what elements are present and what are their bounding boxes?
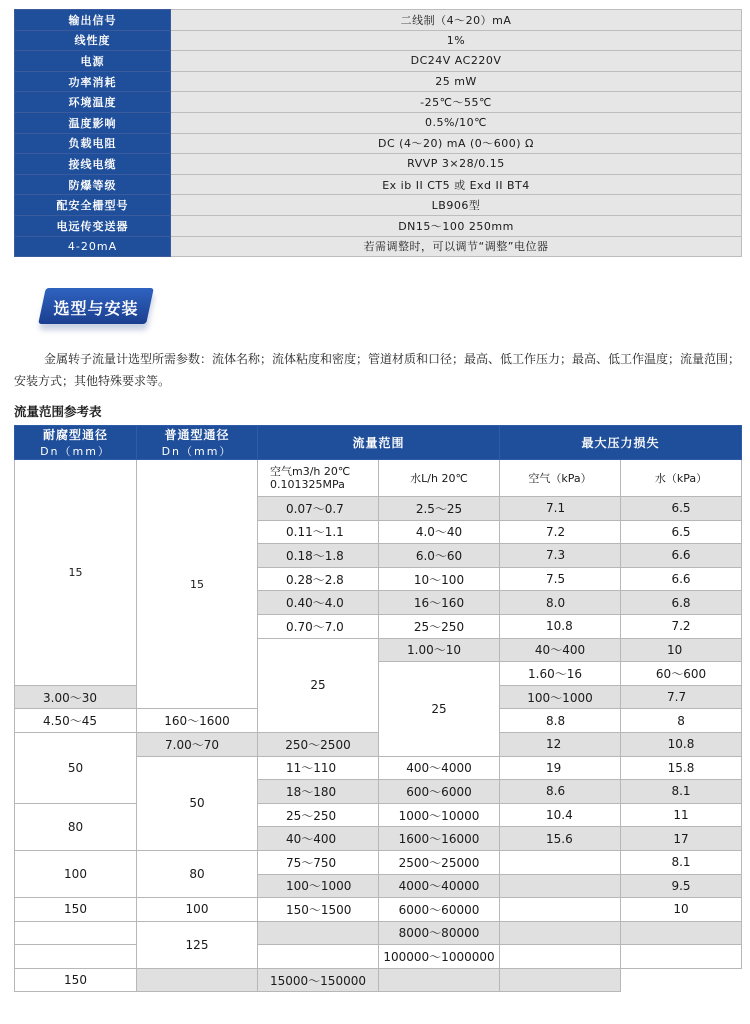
flow-row: [15, 898, 742, 922]
normal-dn-cell: 80: [137, 850, 258, 897]
header-corrosion-dn: [15, 426, 137, 460]
spec-label: 电源: [15, 51, 171, 72]
air-loss-cell: 7.7: [621, 685, 742, 709]
spec-value: 1%: [171, 30, 742, 51]
spec-label: 温度影响: [15, 112, 171, 133]
water-flow-cell: 4000～40000: [379, 874, 500, 898]
water-loss-cell: 7.2: [621, 614, 742, 638]
water-flow-cell: 250～2500: [258, 732, 379, 756]
air-flow-cell: 0.07～0.7: [258, 497, 379, 521]
water-loss-cell: [621, 945, 742, 969]
water-loss-cell: 11: [621, 803, 742, 827]
air-loss-cell: [500, 874, 621, 898]
spec-row: [15, 215, 742, 236]
air-loss-cell: 7.5: [500, 567, 621, 591]
spec-row: [15, 154, 742, 175]
air-flow-cell: 11～110: [258, 756, 379, 780]
air-flow-cell: 25～250: [258, 803, 379, 827]
spec-label: 4-20mA: [15, 236, 171, 257]
air-flow-cell: [258, 945, 379, 969]
air-loss-cell: 12: [500, 732, 621, 756]
water-flow-cell: 1600～16000: [379, 827, 500, 851]
subheader-water-loss: 水（kPa）: [621, 460, 742, 497]
spec-label: 电远传变送器: [15, 215, 171, 236]
air-loss-cell: 10: [621, 638, 742, 662]
water-flow-cell: 400～4000: [379, 756, 500, 780]
water-loss-cell: 6.6: [621, 567, 742, 591]
header-normal-label: 普通型通径: [164, 428, 230, 442]
header-corrosion-unit: Dn（mm）: [40, 445, 111, 458]
corrosion-dn-cell: [15, 945, 137, 969]
intro-paragraph: 金属转子流量计选型所需参数：流体名称；流体粘度和密度；管道材质和口径；最高、低工作压力；最高、低工作温度；流量范围；安装方式；其他特殊要求等。: [14, 352, 741, 388]
air-loss-cell: [500, 898, 621, 922]
water-flow-cell: 6.0～60: [379, 544, 500, 568]
water-loss-cell: 10: [621, 898, 742, 922]
flow-row: [15, 921, 742, 945]
spec-row: [15, 195, 742, 216]
water-loss-cell: 9.5: [621, 874, 742, 898]
air-loss-cell: 10.4: [500, 803, 621, 827]
corrosion-dn-cell: 80: [15, 803, 137, 850]
air-loss-cell: [500, 850, 621, 874]
spec-row: [15, 236, 742, 257]
spec-label: 环境温度: [15, 92, 171, 113]
air-loss-cell: 15.6: [500, 827, 621, 851]
air-flow-cell: 0.28～2.8: [258, 567, 379, 591]
water-loss-cell: 8.1: [621, 850, 742, 874]
subheader-air-loss: 空气（kPa）: [500, 460, 621, 497]
normal-dn-cell: 125: [137, 921, 258, 968]
normal-dn-cell: 15: [137, 460, 258, 709]
water-loss-cell: 6.8: [621, 591, 742, 615]
corrosion-dn-cell: 25: [258, 638, 379, 732]
water-flow-cell: 15000～150000: [258, 968, 379, 992]
flow-row: [15, 968, 742, 992]
water-loss-cell: 6.6: [621, 544, 742, 568]
subheader-air-flow: 空气m3/h 20℃ 0.101325MPa: [258, 460, 379, 497]
air-loss-cell: 10.8: [500, 614, 621, 638]
air-loss-cell: 7.2: [500, 520, 621, 544]
flow-table-title: 流量范围参考表: [14, 404, 102, 419]
header-pressure-loss: 最大压力损失: [500, 426, 742, 460]
water-flow-cell: 1000～10000: [379, 803, 500, 827]
header-normal-dn: [137, 426, 258, 460]
air-flow-cell: 0.70～7.0: [258, 614, 379, 638]
air-loss-cell: 19: [500, 756, 621, 780]
air-flow-cell: 40～400: [258, 827, 379, 851]
spec-row: [15, 112, 742, 133]
spec-value: Ex ib II CT5 或 Exd II BT4: [171, 174, 742, 195]
air-loss-cell: [379, 968, 500, 992]
air-flow-cell: 100～1000: [258, 874, 379, 898]
water-flow-cell: 600～6000: [379, 780, 500, 804]
normal-dn-cell: 25: [379, 662, 500, 756]
air-loss-cell: 8.6: [500, 780, 621, 804]
water-loss-cell: 8: [621, 709, 742, 733]
air-flow-cell: 0.40～4.0: [258, 591, 379, 615]
air-flow-cell: 3.00～30: [15, 685, 137, 709]
water-flow-cell: 16～160: [379, 591, 500, 615]
header-flow-range: 流量范围: [258, 426, 500, 460]
water-flow-cell: 25～250: [379, 614, 500, 638]
water-loss-cell: 10.8: [621, 732, 742, 756]
water-flow-cell: 2500～25000: [379, 850, 500, 874]
spec-row: [15, 174, 742, 195]
spec-value: 25 mW: [171, 71, 742, 92]
water-flow-cell: 2.5～25: [379, 497, 500, 521]
corrosion-dn-cell: 50: [15, 732, 137, 803]
spec-value: 0.5%/10℃: [171, 112, 742, 133]
flow-row: [15, 803, 742, 827]
air-loss-cell: 8.8: [500, 709, 621, 733]
spec-value: LB906型: [171, 195, 742, 216]
air-flow-cell: [258, 921, 379, 945]
spec-value: 二线制（4～20）mA: [171, 10, 742, 31]
spec-label: 功率消耗: [15, 71, 171, 92]
normal-dn-cell: 50: [137, 756, 258, 850]
spec-value: RVVP 3×28/0.15: [171, 154, 742, 175]
air-flow-cell: [137, 968, 258, 992]
header-normal-unit: Dn（mm）: [161, 445, 233, 458]
air-flow-cell: 0.18～1.8: [258, 544, 379, 568]
spec-label: 输出信号: [15, 10, 171, 31]
air-flow-cell: 18～180: [258, 780, 379, 804]
air-flow-cell: 0.11～1.1: [258, 520, 379, 544]
air-loss-cell: [500, 921, 621, 945]
water-flow-cell: 10～100: [379, 567, 500, 591]
spec-row: [15, 71, 742, 92]
flow-subheader-row: [15, 460, 742, 497]
air-flow-cell: 1.60～16: [500, 662, 621, 686]
spec-label: 接线电缆: [15, 154, 171, 175]
air-loss-cell: 7.3: [500, 544, 621, 568]
spec-row: [15, 30, 742, 51]
water-loss-cell: 17: [621, 827, 742, 851]
air-flow-cell: 150～1500: [258, 898, 379, 922]
corrosion-dn-cell: [15, 921, 137, 945]
water-flow-cell: 100000～1000000: [379, 945, 500, 969]
spec-row: [15, 133, 742, 154]
water-loss-cell: 8.1: [621, 780, 742, 804]
air-flow-cell: 75～750: [258, 850, 379, 874]
water-loss-cell: [621, 921, 742, 945]
spec-value: DC24V AC220V: [171, 51, 742, 72]
spec-value: DN15～100 250mm: [171, 215, 742, 236]
spec-label: 线性度: [15, 30, 171, 51]
spec-label: 配安全栅型号: [15, 195, 171, 216]
corrosion-dn-cell: 15: [15, 460, 137, 686]
water-flow-cell: 100～1000: [500, 685, 621, 709]
normal-dn-cell: 100: [137, 898, 258, 922]
water-flow-cell: 60～600: [621, 662, 742, 686]
air-flow-cell: 1.00～10: [379, 638, 500, 662]
spec-value: -25℃～55℃: [171, 92, 742, 113]
spec-row: [15, 10, 742, 31]
water-loss-cell: [500, 968, 621, 992]
spec-table: [14, 9, 742, 257]
air-loss-cell: 8.0: [500, 591, 621, 615]
water-loss-cell: 6.5: [621, 520, 742, 544]
spec-value: 若需调整时，可以调节“调整”电位器: [171, 236, 742, 257]
flow-row: [15, 732, 742, 756]
header-corrosion-label: 耐腐型通径: [42, 428, 108, 442]
water-flow-cell: 4.0～40: [379, 520, 500, 544]
flow-range-table: [14, 425, 742, 992]
water-flow-cell: 40～400: [500, 638, 621, 662]
air-loss-cell: 7.1: [500, 497, 621, 521]
section-banner: [42, 288, 150, 324]
corrosion-dn-cell: 100: [15, 850, 137, 897]
flow-row: [15, 945, 742, 969]
spec-label: 负载电阻: [15, 133, 171, 154]
corrosion-dn-cell: 150: [15, 898, 137, 922]
water-loss-cell: 15.8: [621, 756, 742, 780]
spec-value: DC (4～20) mA (0～600) Ω: [171, 133, 742, 154]
water-flow-cell: 8000～80000: [379, 921, 500, 945]
spec-row: [15, 51, 742, 72]
normal-dn-cell: 150: [15, 968, 137, 992]
air-flow-cell: 4.50～45: [15, 709, 137, 733]
banner-title: 选型与安装: [53, 299, 139, 318]
spec-row: [15, 92, 742, 113]
air-flow-cell: 7.00～70: [137, 732, 258, 756]
water-loss-cell: 6.5: [621, 497, 742, 521]
flow-row: [15, 850, 742, 874]
water-flow-cell: 6000～60000: [379, 898, 500, 922]
air-loss-cell: [500, 945, 621, 969]
subheader-water-flow: 水L/h 20℃: [379, 460, 500, 497]
water-flow-cell: 160～1600: [137, 709, 258, 733]
spec-label: 防爆等级: [15, 174, 171, 195]
